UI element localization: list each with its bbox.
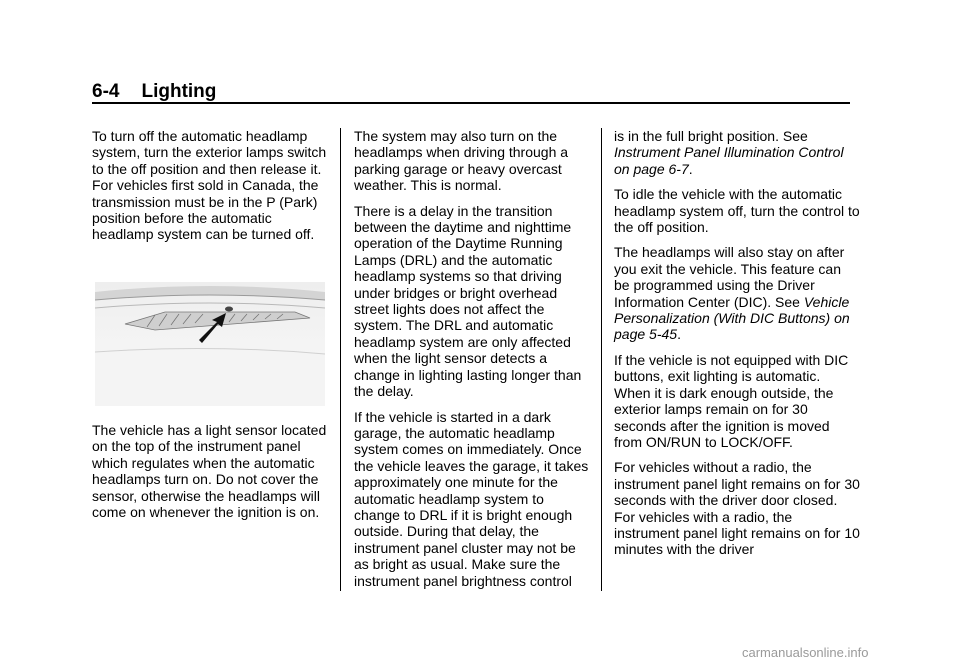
paragraph: To turn off the automatic headlamp system, turn the exterior lamps switch to the off position and then release it. For vehicles first sold in Canada, the transmission must be in the P (Park) position before the automatic headlamp system can be turned off.	[92, 128, 327, 243]
paragraph: To idle the vehicle with the automatic headlamp system off, turn the control to the off position.	[614, 186, 860, 236]
paragraph	[614, 128, 860, 177]
paragraph-text: is in the full bright position. See	[614, 128, 808, 144]
section-title: Lighting	[141, 81, 217, 102]
paragraph-text: .	[688, 160, 693, 177]
paragraph: If the vehicle is not equipped with DIC buttons, exit lighting is automatic. When it is dark enough outside, the exterior lamps remain on for 30 seconds after the ignition is moved from ON/RUN to LOCK/OFF.	[614, 351, 849, 450]
paragraph-text: .	[677, 326, 681, 343]
light-sensor-illustration	[95, 282, 325, 406]
paragraph: If the vehicle is started in a dark garage, the automatic headlamp system comes on immediately. Once the vehicle leaves the garage, it takes approximately one minute for the automatic headlamp system to change to DRL if it is bright enough outside. During that delay, the instrument panel cluster may not be as bright as usual. Make sure the instrument panel brightness control	[354, 408, 589, 589]
paragraph: For vehicles without a radio, the instrument panel light remains on for 30 seconds with the driver door closed. For vehicles with a radio, the instrument panel light remains on for 10 minutes with the driver	[614, 459, 860, 558]
paragraph: The system may also turn on the headlamps when driving through a parking garage or heavy overcast weather. This is normal.	[354, 128, 569, 194]
paragraph: There is a delay in the transition between the daytime and nighttime operation of the Daytime Running Lamps (DRL) and the automatic headlamp systems so that driving under bridges or bright overhead street lights does not affect the system. The DRL and automatic headlamp system are only affected when the light sensor detects a change in lighting lasting longer than the delay.	[354, 202, 582, 400]
cross-reference-link[interactable]: Vehicle Personalization (With DIC Buttons) on page 5-45	[614, 293, 850, 343]
watermark: carmanualsonline.info	[742, 645, 869, 660]
page-number: 6-4	[92, 81, 120, 102]
column-2	[354, 128, 590, 598]
column-1	[92, 128, 328, 521]
page-header	[92, 80, 850, 104]
column-divider	[340, 128, 341, 591]
paragraph-text: The headlamps will also stay on after you exit the vehicle. This feature can be programmed using the Driver Information Center (DIC). See	[614, 244, 845, 310]
header-rule	[92, 102, 850, 104]
paragraph	[614, 244, 860, 342]
cross-reference-link[interactable]: Instrument Panel Illumination Control on page 6-7	[614, 144, 844, 177]
paragraph: The vehicle has a light sensor located on the top of the instrument panel which regulates when the automatic headlamps turn on. Do not cover the sensor, otherwise the headlamps will come on whenever the ignition is on.	[92, 422, 327, 521]
column-3	[614, 128, 860, 567]
column-divider	[601, 128, 602, 591]
